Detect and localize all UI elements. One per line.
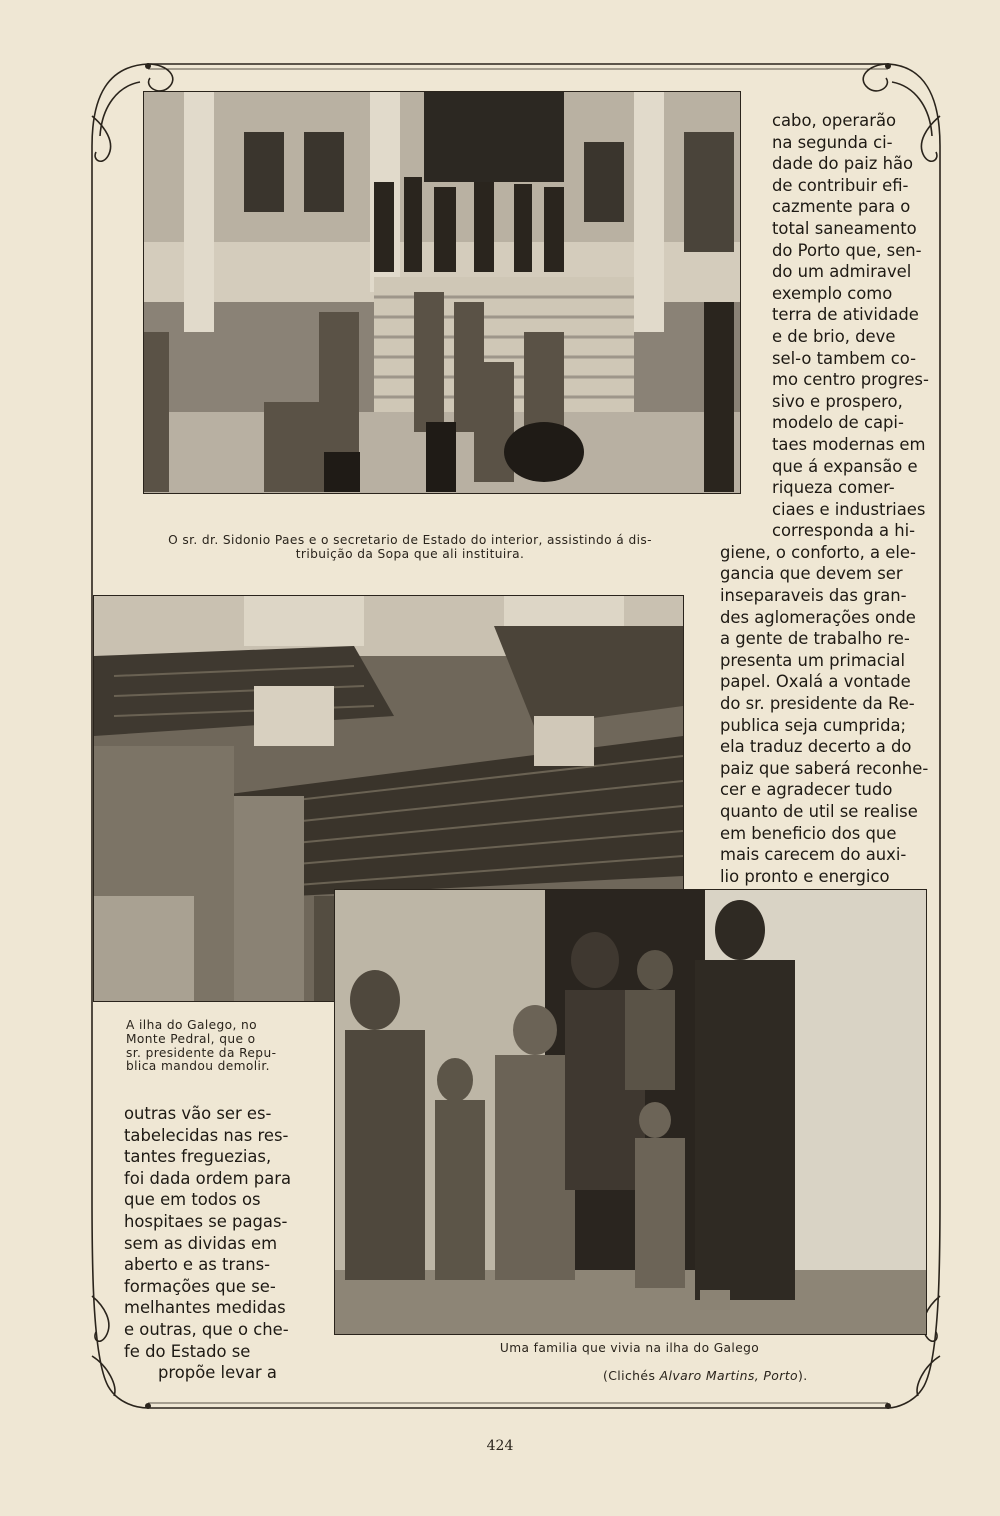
text-line: e de brio, deve [772, 326, 896, 346]
caption-family-text: Uma familia que vivia na ilha do Galego [499, 1341, 760, 1355]
text-line: mo centro progres- [772, 370, 929, 390]
text-line: quanto de util se realise [720, 802, 918, 821]
text-line: dade do paiz hão [772, 154, 914, 174]
text-line: ela traduz decerto a do [720, 737, 912, 757]
text-line: ciaes e industriaes [772, 499, 926, 519]
photo-family [334, 889, 927, 1335]
text-line: outras vão ser es- [124, 1104, 272, 1123]
caption-line: sr. presidente da Repu- [126, 1045, 277, 1060]
caption-line-2: tribuição da Sopa que ali instituira. [295, 547, 525, 561]
caption-line: blica mandou demolir. [126, 1059, 270, 1074]
right-text-column [720, 110, 929, 909]
credit-name: Alvaro Martins, Porto [659, 1368, 798, 1383]
text-line: taes modernas em [772, 434, 926, 454]
text-line: tantes freguezias, [124, 1147, 272, 1167]
text-line: cabo, operarão [772, 111, 897, 130]
text-line: do sr. presidente da Re- [720, 694, 915, 714]
text-line: inseparaveis das gran- [720, 586, 907, 606]
text-line: des aglomerações onde [720, 607, 916, 627]
text-line: na segunda ci- [772, 132, 893, 152]
text-line: que em todos os [124, 1190, 261, 1210]
credit-prefix: (Clichés [603, 1368, 660, 1383]
caption-line: Monte Pedral, que o [126, 1031, 256, 1046]
text-line: propõe levar a [158, 1363, 277, 1383]
text-line: a gente de trabalho re- [720, 629, 910, 649]
text-line: paiz que saberá reconhe- [720, 758, 929, 778]
text-line: lio pronto e energico [720, 866, 890, 886]
text-line: fe do Estado se [124, 1341, 251, 1361]
text-line: sel-o tambem co- [772, 348, 916, 368]
text-line: aberto e as trans- [124, 1255, 271, 1275]
page-number: 424 [486, 1438, 514, 1454]
photo-credit [603, 1368, 808, 1383]
text-line: presenta um primacial [720, 650, 905, 670]
text-line: papel. Oxalá a vontade [720, 672, 911, 692]
text-line: formações que se- [124, 1276, 276, 1296]
text-line: gancia que devem ser [720, 564, 903, 584]
text-line: cazmente para o [772, 197, 911, 217]
text-line: em beneficio dos que [720, 823, 897, 843]
text-line: sivo e prospero, [772, 391, 903, 411]
text-line: mais carecem do auxi- [720, 845, 907, 865]
text-line: cer e agradecer tudo [720, 780, 893, 800]
left-text-column [124, 1103, 292, 1384]
caption-family [334, 1341, 925, 1355]
text-line: corresponda a hi- [772, 521, 916, 541]
caption-ilha-do-galego [126, 1019, 322, 1074]
text-line: publica seja cumprida; [720, 715, 907, 735]
text-line: hospitaes se pagas- [124, 1211, 288, 1231]
photo-soup-distribution [143, 91, 741, 494]
caption-line: A ilha do Galego, no [126, 1018, 258, 1032]
text-line: modelo de capi- [772, 413, 904, 433]
text-line: do Porto que, sen- [772, 240, 922, 260]
text-line: exemplo como [772, 283, 893, 303]
caption-line-1: O sr. dr. Sidonio Paes e o secretario de Estado do interior, assistindo á dis- [168, 533, 652, 547]
text-line: tabelecidas nas res- [124, 1125, 289, 1145]
text-line: e outras, que o che- [124, 1319, 289, 1339]
credit-suffix: ). [797, 1368, 808, 1383]
text-line: sem as dividas em [124, 1233, 278, 1253]
text-line: do um admiravel [772, 262, 912, 282]
text-line: que á expansão e [772, 456, 918, 476]
text-line: de contribuir efi- [772, 175, 909, 195]
text-line: terra de atividade [772, 305, 919, 325]
text-line: melhantes medidas [124, 1298, 286, 1318]
caption-soup-distribution [132, 533, 688, 561]
text-line: foi dada ordem para [124, 1168, 292, 1188]
text-line: riqueza comer- [772, 478, 895, 498]
text-line: giene, o conforto, a ele- [720, 542, 916, 562]
text-line: total saneamento [772, 218, 917, 238]
